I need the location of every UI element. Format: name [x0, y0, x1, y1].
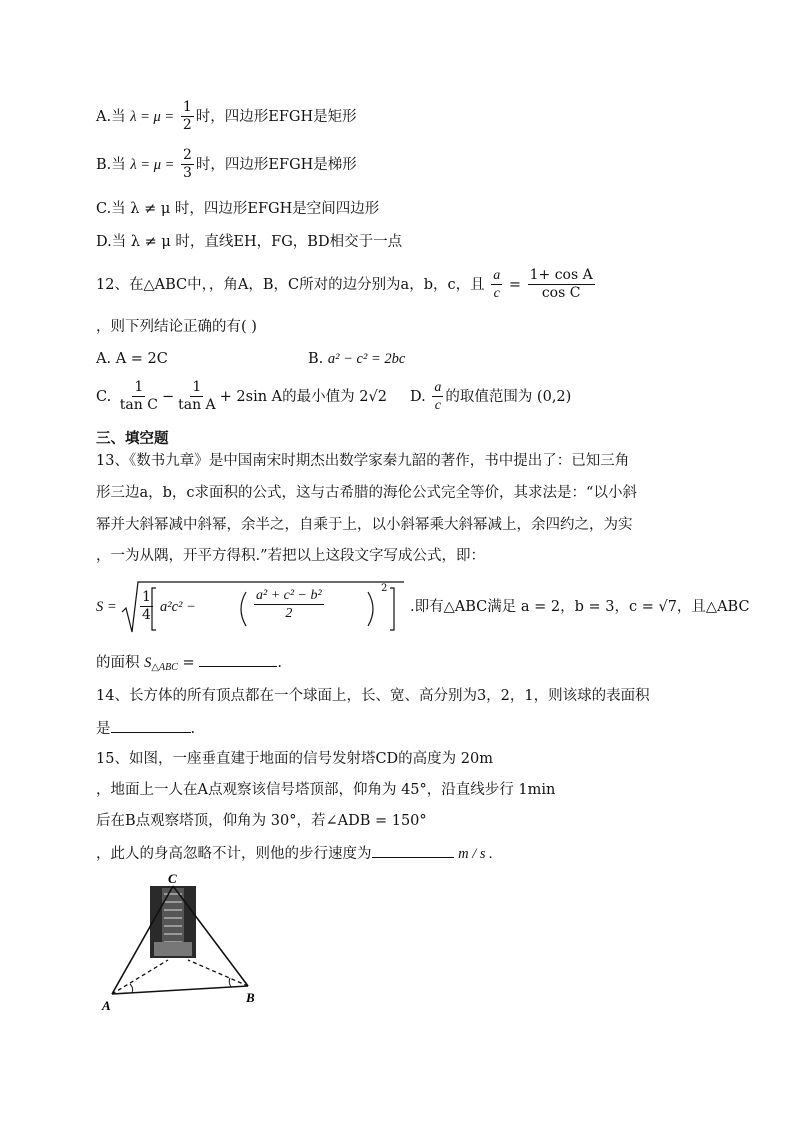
q12-option-c: C. $\frac{1}{\text{tan C}}$ − $\frac{1}{\text{tan A}}$ + 2sin A的最小值为 2√2: [96, 379, 387, 414]
answer-blank-q13[interactable]: [199, 652, 277, 667]
exponent-two: 2: [381, 583, 388, 594]
fraction-two-thirds: $\frac{2}{3}$: [183, 147, 192, 182]
label-b: B: [246, 990, 255, 1005]
q12-option-a: A. A = 2C: [96, 351, 168, 367]
q15-line-1: 15、如图，一座垂直建于地面的信号发射塔CD的高度为 20m: [96, 751, 493, 767]
answer-blank-q15[interactable]: [372, 843, 454, 858]
label-a: A: [102, 998, 111, 1013]
q13-line-4: ，一为从隅，开平方得积.”若把以上这段文字写成公式，即：: [96, 548, 486, 564]
q13-line-3: 幂并大斜幂减中斜幂，余半之，自乘于上，以小斜幂乘大斜幂减上，余四约之，为实: [96, 517, 633, 533]
q11-option-b: B.当 λ = μ = $\frac{2}{3}$ 时，四边形EFGH是梯形: [96, 147, 357, 182]
q15-line-2: ，地面上一人在A点观察该信号塔顶部，仰角为 45°，沿直线步行 1min: [96, 782, 556, 798]
fraction-one-half: $\frac{1}{2}$: [182, 99, 192, 134]
q15-line-4: ，此人的身高忽略不计，则他的步行速度为 m / s .: [96, 843, 493, 864]
fraction-a-over-c: $\frac{a}{c}$: [493, 268, 501, 302]
q12-stem-continued: ，则下列结论正确的有( ): [96, 319, 257, 335]
section-title-fill-in: 三、填空题: [96, 431, 169, 447]
fraction-inner: $\frac{\text{a² + c² − b²}}{2}$: [256, 588, 322, 622]
q11-option-a: A.当 λ = μ = $\frac{1}{2}$ 时，四边形EFGH是矩形: [96, 99, 357, 134]
q11-option-c: C.当 λ ≠ μ 时，四边形EFGH是空间四边形: [96, 201, 380, 217]
angle-a-mark: [130, 984, 133, 993]
answer-blank-q14[interactable]: [111, 718, 191, 733]
q12-option-b: B. a² − c² = 2bc: [308, 351, 406, 367]
q11-option-d: D.当 λ ≠ μ 时，直线EH，FG，BD相交于一点: [96, 234, 403, 250]
line-ad-dashed: [112, 960, 168, 994]
q13-line-2: 形三边a，b，c求面积的公式，这与古希腊的海伦公式完全等价，其求法是：“以小斜: [96, 485, 637, 501]
tower-base: [154, 942, 192, 956]
q13-line-1: 13、《数书九章》是中国南宋时期杰出数学家秦九韶的著作，书中提出了：已知三角: [96, 453, 630, 469]
q14-line-2: 是 .: [96, 718, 195, 739]
q14-line-1: 14、长方体的所有顶点都在一个球面上，长、宽、高分别为3，2，1，则该球的表面积: [96, 688, 650, 704]
q13-area-line: 的面积 $S_{\triangle ABC}$ = .: [96, 652, 282, 674]
angle-b-mark: [229, 978, 231, 987]
fraction-cos-ratio: $\frac{\text{1+ cos A}}{\text{cos C}}$: [529, 267, 593, 302]
q12-stem: 12、在△ABC中，，角A，B，C所对的边分别为a，b，c，且 $\frac{a}{c}$ = $\frac{\text{1+ cos A}}{\text{cos C}}$: [96, 267, 593, 302]
q15-line-3: 后在B点观察塔顶，仰角为 30°，若∠ADB = 150°: [96, 813, 427, 829]
q12-option-d: D. $\frac{a}{c}$ 的取值范围为 (0,2): [410, 380, 572, 414]
fraction-one-over-tanc: $\frac{1}{\text{tan C}}$: [119, 379, 158, 414]
fraction-one-over-tana: $\frac{1}{\text{tan A}}$: [178, 379, 216, 414]
label-c: C: [168, 872, 177, 886]
fraction-a-over-c-d: $\frac{a}{c}$: [434, 380, 442, 414]
fraction-one-quarter: $\frac{1}{4}$: [142, 589, 151, 624]
tower-figure: [100, 872, 270, 1017]
